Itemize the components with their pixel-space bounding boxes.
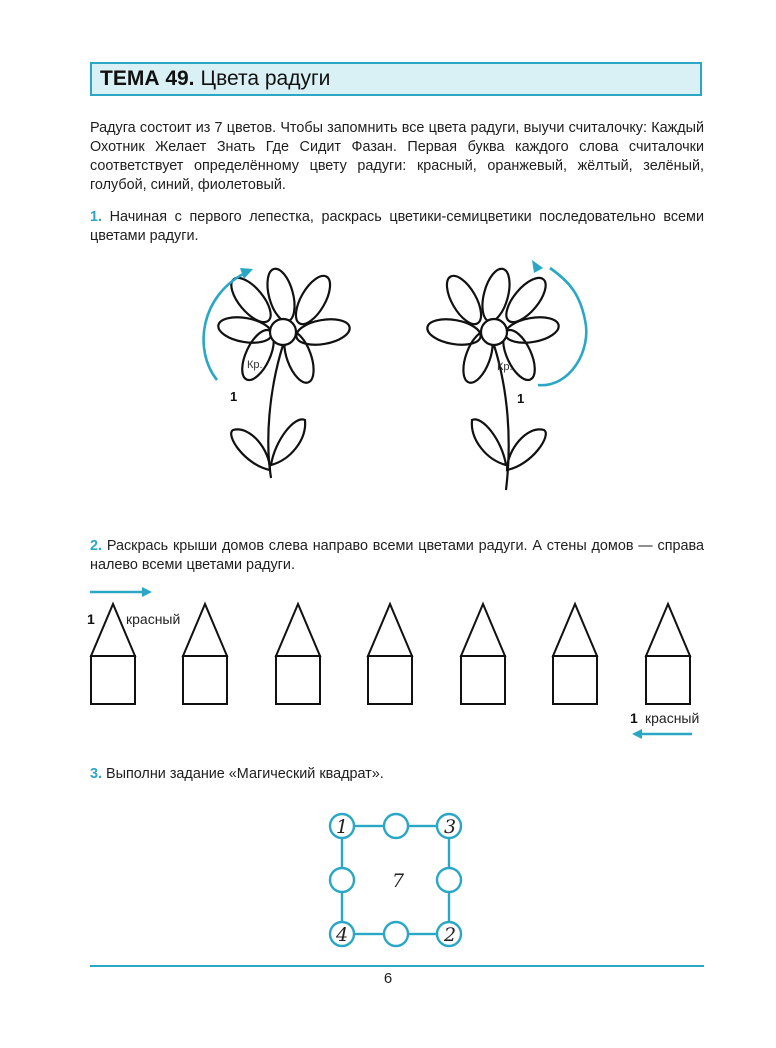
house-6-roof: [553, 604, 597, 656]
page-number: 6: [383, 970, 393, 987]
task3-instruction: [90, 765, 704, 784]
arrow-right-to-left: [630, 727, 694, 741]
corner-top-right-value: 3: [443, 816, 457, 838]
house-5-roof: [461, 604, 505, 656]
house-1-walls: [91, 656, 135, 704]
house-7-walls: [646, 656, 690, 704]
node-top-middle[interactable]: [384, 814, 408, 838]
house-4-walls: [368, 656, 412, 704]
house-7: [646, 604, 690, 704]
task2-instruction: [90, 537, 704, 575]
house-2: [183, 604, 227, 704]
left-start-number: 1: [87, 611, 95, 627]
task3-number: 3.: [90, 766, 103, 782]
task2-text: Раскрась крыши домов слева направо всеми цветами радуги. А стены домов — справа налево всеми цветами радуги.: [90, 538, 704, 573]
flower-left-start-number: 1: [230, 389, 238, 404]
flower-left-arrow: [204, 272, 247, 380]
flower-left-center: [270, 319, 296, 345]
magic-square: [326, 810, 466, 950]
flower-right-start-number: 1: [517, 391, 525, 406]
house-3-walls: [276, 656, 320, 704]
flower-left-leaf-left: [231, 429, 270, 470]
flower-right-center: [481, 319, 507, 345]
house-3-roof: [276, 604, 320, 656]
node-bottom-middle[interactable]: [384, 922, 408, 946]
corner-top-left-value: 1: [335, 816, 349, 838]
flower-left-petal-label: Кр.: [247, 359, 263, 371]
house-4-roof: [368, 604, 412, 656]
center-value: 7: [391, 870, 405, 892]
task3-text: Выполни задание «Магический квадрат».: [106, 766, 384, 782]
left-start-color: красный: [126, 611, 181, 627]
topic-number: ТЕМА 49.: [100, 67, 195, 90]
flower-left: [195, 260, 355, 490]
task2-number: 2.: [90, 538, 103, 554]
task1-number: 1.: [90, 209, 103, 225]
house-4: [368, 604, 412, 704]
flower-right-leaf-left: [507, 429, 546, 470]
house-1-roof: [91, 604, 135, 656]
topic-title: Цвета радуги: [200, 67, 331, 90]
house-2-walls: [183, 656, 227, 704]
houses-row: [88, 600, 698, 710]
arrow-left-to-right: [90, 585, 160, 599]
corner-bottom-left-value: 4: [335, 924, 349, 946]
house-6: [553, 604, 597, 704]
house-1: [91, 604, 135, 704]
task1-instruction: [90, 208, 704, 246]
flower-right-arrowhead: [532, 260, 543, 273]
right-start-color: красный: [645, 710, 700, 726]
right-start-number: 1: [630, 710, 638, 726]
node-middle-right[interactable]: [437, 868, 461, 892]
node-middle-left[interactable]: [330, 868, 354, 892]
task1-text: Начиная с первого лепестка, раскрась цветики-семицветики последовательно всеми цветами радуги.: [90, 209, 704, 244]
flower-right-petal-label: Кр.: [497, 361, 513, 373]
house-2-roof: [183, 604, 227, 656]
house-7-roof: [646, 604, 690, 656]
footer-divider: [90, 965, 704, 967]
flower-right: [412, 260, 582, 490]
house-3: [276, 604, 320, 704]
flower-left-leaf-right: [271, 419, 305, 465]
house-5-walls: [461, 656, 505, 704]
house-5: [461, 604, 505, 704]
intro-paragraph: Радуга состоит из 7 цветов. Чтобы запомнить все цвета радуги, выучи считалочку: Каждый Охотник Желает Знать Где Сидит Фазан. Первая буква каждого слова считалочки соответствует определённому цвету радуги: красный, оранжевый, жёлтый, зелёный, голубой, синий, фиолетовый.: [90, 120, 704, 193]
house-6-walls: [553, 656, 597, 704]
flower-left-stem: [268, 345, 283, 478]
topic-header: [90, 62, 702, 96]
flower-right-leaf-right: [472, 419, 506, 465]
corner-bottom-right-value: 2: [443, 924, 457, 946]
